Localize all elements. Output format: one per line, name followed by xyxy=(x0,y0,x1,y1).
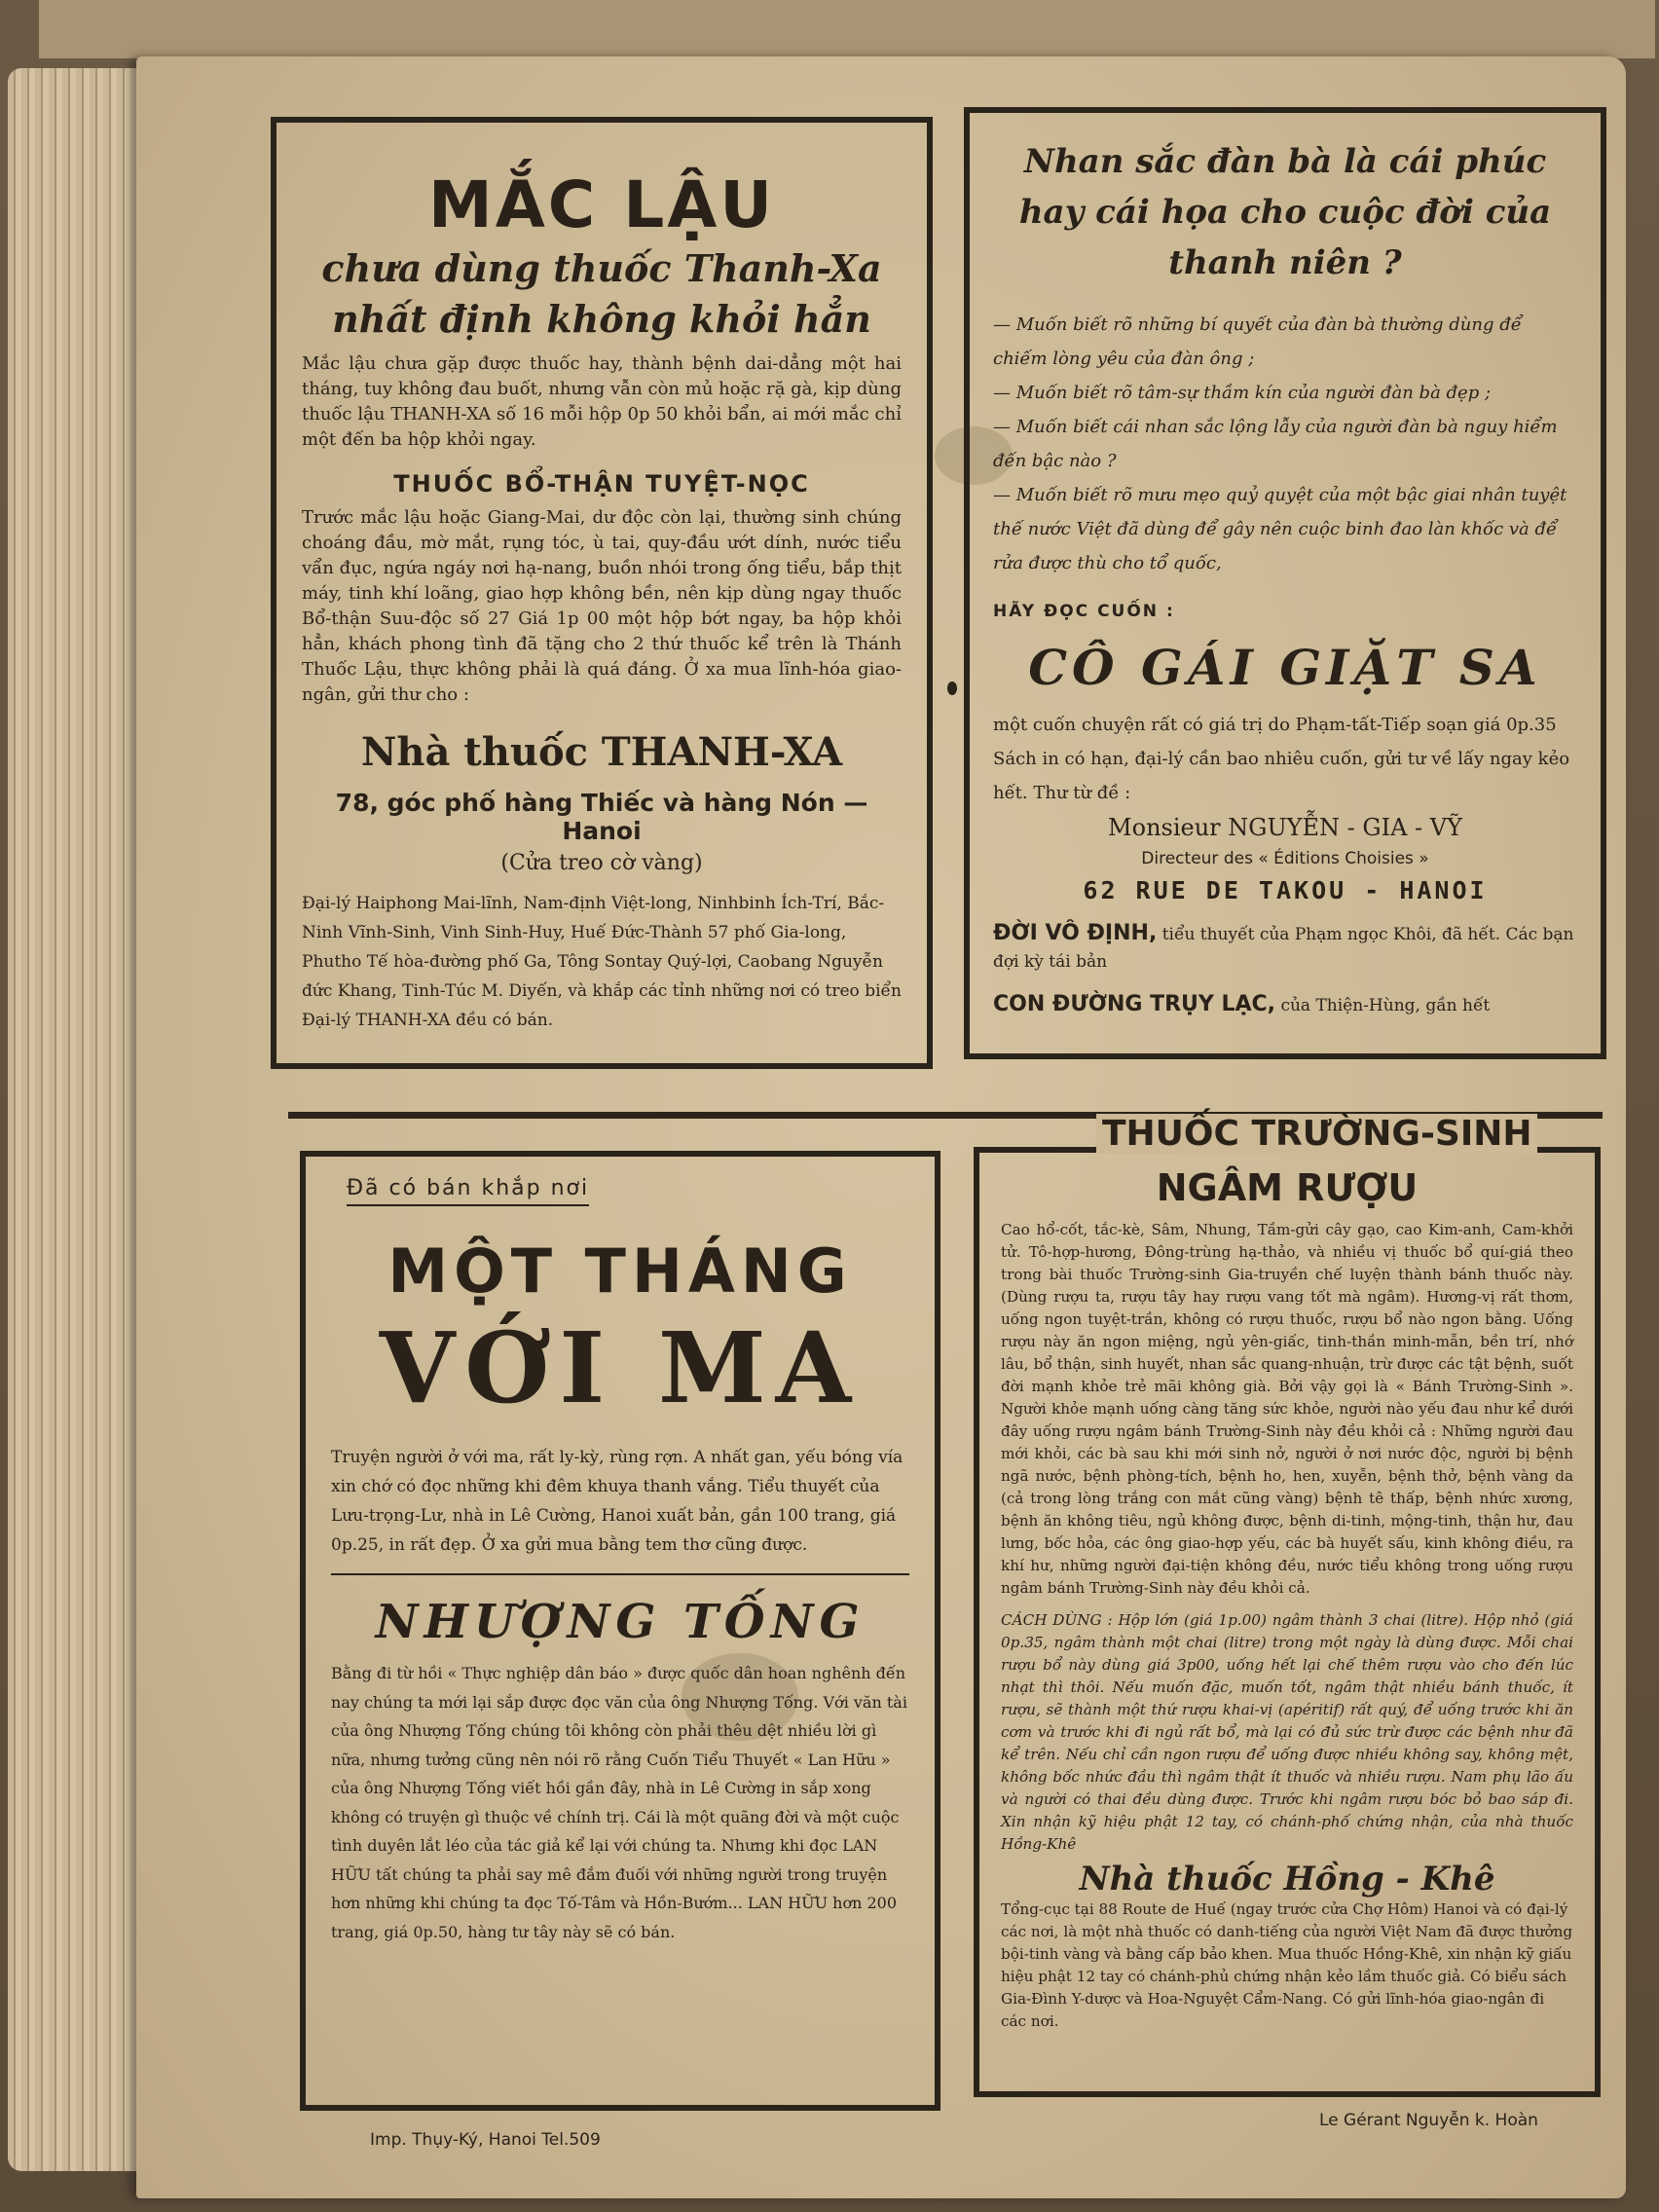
ink-dot xyxy=(947,682,957,695)
ad-intro: Mắc lậu chưa gặp được thuốc hay, thành bệnh dai-dẳng một hai tháng, tuy không đau buốt, nhưng vẫn còn mủ hoặc rặ gà, kịp dùng thuốc lậu THANH-XA số 16 mỗi hộp 0p 50 khỏi bẩn, ai mới mắc chỉ một đến ba hộp khỏi ngay. xyxy=(302,353,902,450)
contact-title: Directeur des « Éditions Choisies » xyxy=(1141,849,1429,868)
book-description: một cuốn chuyện rất có giá trị do Phạm-tất-Tiếp soạn giá 0p.35 Sách in có hạn, đại-lý cần bao nhiêu cuốn, gửi tư về lấy ngay kẻo hết. Thư từ đề : xyxy=(993,715,1570,803)
novel-description: Truyện người ở với ma, rất ly-kỳ, rùng rợn. A nhất gan, yếu bóng vía xin chớ có đọc những khi đêm khuya thanh vắng. Tiểu thuyết của Lưu-trọng-Lư, nhà in Lê Cường, Hanoi xuất bản, gần 100 trang, giá 0p.25, in rất đẹp. Ở xa gửi mua bằng tem thơ cũng được. xyxy=(331,1448,903,1555)
divider xyxy=(331,1573,909,1575)
list-item: — Muốn biết cái nhan sắc lộng lẫy của người đàn bà nguy hiểm đến bậc nào ? xyxy=(993,417,1558,471)
ad-subtitle: NGÂM RƯỢU xyxy=(1156,1166,1419,1209)
book-title: CÔ GÁI GIẶT SA xyxy=(1028,639,1542,696)
shop-address: 78, góc phố hàng Thiếc và hàng Nón — Hanoi xyxy=(335,789,868,845)
contact-name: Monsieur NGUYỄN - GIA - VỸ xyxy=(1108,814,1462,841)
ad-thanh-xa xyxy=(271,117,933,1069)
read-label: HÃY ĐỌC CUỐN : xyxy=(993,602,1175,621)
novel-title: MỘT THÁNG xyxy=(387,1235,853,1307)
ad-body: Trước mắc lậu hoặc Giang-Mai, dư độc còn lại, thường sinh chúng choáng đầu, mờ mắt, rụng tóc, ù tai, quy-đầu ướt dính, nước tiểu vẩn đục, ngứa ngáy nơi hạ-nang, buồn nhói trong ống tiểu, bắp thịt máy, tinh khí loãng, giao hợp không bền, nên kịp dùng ngay thuốc Bổ-thận Suu-độc số 27 Giá 1p 00 một hộp bớt ngay, ba hộp khỏi hẳn, khách phong tình đã tặng cho 2 thứ thuốc kể trên là Thánh Thuốc Lậu, thực không phải là quá đáng. Ở xa mua lĩnh-hóa giao-ngân, gửi thư cho : xyxy=(302,507,902,705)
teaser-list xyxy=(993,308,1577,580)
other-book-note: tiểu thuyết của Phạm ngọc Khôi, đã hết. Các bạn đợi kỳ tái bản xyxy=(993,925,1574,972)
other-book xyxy=(993,991,1577,1019)
ad-novels xyxy=(300,1151,940,2111)
ad-book xyxy=(964,107,1606,1059)
list-item: — Muốn biết rõ tâm-sự thầm kín của người đàn bà đẹp ; xyxy=(993,383,1492,403)
shop-details: Tổng-cục tại 88 Route de Huế (ngay trước cửa Chợ Hôm) Hanoi và có đại-lý các nơi, là một nhà thuốc có danh-tiếng của người Việt Nam đã được thưởng bội-tinh vàng và bằng cấp bảo khen. Mua thuốc Hồng-Khê, xin nhận kỹ giấu hiệu phật 12 tay có chánh-phủ chứng nhận kẻo lầm thuốc giả. Có biểu sách Gia-Đình Y-dược và Hoa-Nguyệt Cẩm-Nang. Có gửi lĩnh-hóa giao-ngân đi các nơi. xyxy=(1001,1900,1573,2030)
usage-instructions: CÁCH DÙNG : Hộp lớn (giá 1p.00) ngâm thành 3 chai (litre). Hộp nhỏ (giá 0p.35, ngâm thành một chai (litre) trong một ngày là dùng được. Mỗi chai rượu bổ này dùng giá 3p00, uống hết lại chế thêm rượu vào cho đến lúc nhạt thì thôi. Nếu muốn đặc, muốn tốt, ngâm thật nhiều bánh thuốc, ít rượu, sẽ thành một thứ rượu khai-vị (apéritif) rất quý, để uống trước khi ăn cơm và trước khi đi ngủ rất bổ, mà lại có đủ sức trừ được các bệnh như đã kể trên. Nếu chỉ cần ngon rượu để uống được nhiều không say, không mệt, không bốc nhức đầu thì ngâm thật ít thuốc và nhiều rượu. Nam phụ lão ấu và người có thai đều dùng được. Trước khi ngâm rượu bóc bỏ bao sáp đi. Xin nhận kỹ hiệu phật 12 tay, có chánh-phố chứng nhận, của nhà thuốc Hồng-Khê xyxy=(1001,1611,1573,1853)
other-book-title: CON ĐƯỜNG TRỤY LẠC, xyxy=(993,992,1276,1016)
list-item: — Muốn biết rõ những bí quyết của đàn bà thường dùng để chiếm lòng yêu của đàn ông ; xyxy=(993,314,1522,369)
other-book-note: của Thiện-Hùng, gần hết xyxy=(1280,996,1491,1015)
other-book-title: ĐỜI VÔ ĐỊNH, xyxy=(993,921,1158,945)
agents-list: Đại-lý Haiphong Mai-lĩnh, Nam-định Việt-long, Ninhbinh Ích-Trí, Bắc-Ninh Vĩnh-Sinh, Vinh Sinh-Huy, Huế Đức-Thành 57 phố Gia-long, Phutho Tế hòa-đường phố Ga, Tông Sontay Quý-lợi, Caobang Nguyễn đức Khang, Tinh-Túc M. Diyến, và khắp các tỉnh những nơi có treo biển Đại-lý THANH-XA đều có bán. xyxy=(302,894,902,1030)
printer-credit: Imp. Thụy-Ký, Hanoi Tel.509 xyxy=(370,2130,601,2150)
available-label: Đã có bán khắp nơi xyxy=(347,1176,589,1206)
author-title: NHƯỢNG TỐNG xyxy=(375,1595,866,1649)
shop-name: Nhà thuốc THANH-XA xyxy=(360,729,843,775)
other-book xyxy=(993,920,1577,976)
novel-title: VỚI MA xyxy=(379,1310,862,1425)
ad-heading: THUỐC BỔ-THẬN TUYỆT-NỌC xyxy=(393,470,810,498)
list-item: — Muốn biết rõ mưu mẹo quỷ quyệt của một bậc giai nhân tuyệt thế nước Việt đã dùng để gây nên cuộc binh đao làn khốc và để rửa được thù cho tổ quốc, xyxy=(993,485,1567,573)
ad-body: Cao hổ-cốt, tắc-kè, Sâm, Nhung, Tầm-gửi cây gạo, cao Kim-anh, Cam-khởi tử. Tô-hợp-hương, Đông-trùng hạ-thảo, và nhiều vị thuốc bổ quí-giá theo trong bài thuốc Trường-sinh Gia-truyền chế luyện thành bánh thuốc này. (Dùng rượu ta, rượu tây hay rượu vang tốt mà ngâm). Hương-vị rất thơm, uống ngon tuyệt-trần, không có rượu thuốc, rượu bổ nào ngon bằng. Uống rượu này ăn ngon miệng, ngủ yên-giấc, tinh-thần minh-mẫn, bền trí, nhớ lâu, bổ thận, sinh huyết, nhan sắc quang-nhuận, trừ được các tật bệnh, suốt đời mạnh khỏe trẻ mãi không già. Bởi vậy gọi là « Bánh Trường-Sinh ». Người khỏe mạnh uống càng tăng sức khỏe, người nào yếu đau như kể dưới đây uống rượu ngâm bánh Trường-Sinh này đều khỏi cả : Những người đau mới khỏi, các bà sau khi mới sinh nở, người ở nơi nước độc, người bị bệnh ngã nước, bệnh phòng-tích, bệnh ho, hen, xuyễn, bệnh thở, bệnh vàng da (cả trong lòng trắng con mắt cũng vàng) bệnh tê thấp, bệnh nhức xương, bệnh ăn không tiêu, ngủ không được, bệnh di-tinh, mộng-tinh, thận hư, đau lưng, bốc hỏa, các ông giao-hợp yếu, các bà huyết sấu, kinh không điều, ra khí hư, những người đại-tiện không đều, nước tiểu không trong uống rượu ngâm bánh Trường-Sinh này đều khỏi cả. xyxy=(1001,1221,1573,1597)
page-stack xyxy=(8,68,154,2171)
manager-credit: Le Gérant Nguyễn k. Hoàn xyxy=(1319,2111,1538,2130)
ad-subtitle: nhất định không khỏi hẳn xyxy=(332,297,871,341)
ad-hong-khe xyxy=(974,1114,1601,2097)
contact-address: 62 RUE DE TAKOU - HANOI xyxy=(1083,876,1488,904)
ad-subtitle: chưa dùng thuốc Thanh-Xa xyxy=(321,246,882,290)
book-edge-top xyxy=(39,0,1655,61)
shop-name: Nhà thuốc Hồng - Khê xyxy=(1079,1860,1495,1899)
ad-title: THUỐC TRƯỜNG-SINH xyxy=(1096,1114,1537,1154)
ad-title: MẮC LẬU xyxy=(428,167,775,242)
ad-question: Nhan sắc đàn bà là cái phúc hay cái họa cho cuộc đời của thanh niên ? xyxy=(1018,142,1552,282)
author-description: Bằng đi từ hồi « Thực nghiệp dân báo » được quốc dân hoan nghênh đến nay chúng ta mới lại sắp được đọc văn của ông Nhượng Tống. Với văn tài của ông Nhượng Tống chúng tôi không còn phải thêu dệt nhiều lời gì nữa, nhưng tưởng cũng nên nói rõ rằng Cuốn Tiểu Thuyết « Lan Hữu » của ông Nhượng Tống viết hồi gần đây, nhà in Lê Cường in sắp xong không có truyện gì thuộc về chính trị. Cái là một quãng đời và một cuộc tình duyên lắt léo của tác giả kể lại với chúng ta. Nhưng khi đọc LAN HỮU tất chúng ta phải say mê đắm đuối với những người trong truyện hơn những khi chúng ta đọc Tố-Tâm và Hồn-Bướm... LAN HỮU hơn 200 trang, giá 0p.50, hàng tư tây này sẽ có bán. xyxy=(331,1664,907,1941)
shop-flag: (Cửa treo cờ vàng) xyxy=(500,851,703,875)
